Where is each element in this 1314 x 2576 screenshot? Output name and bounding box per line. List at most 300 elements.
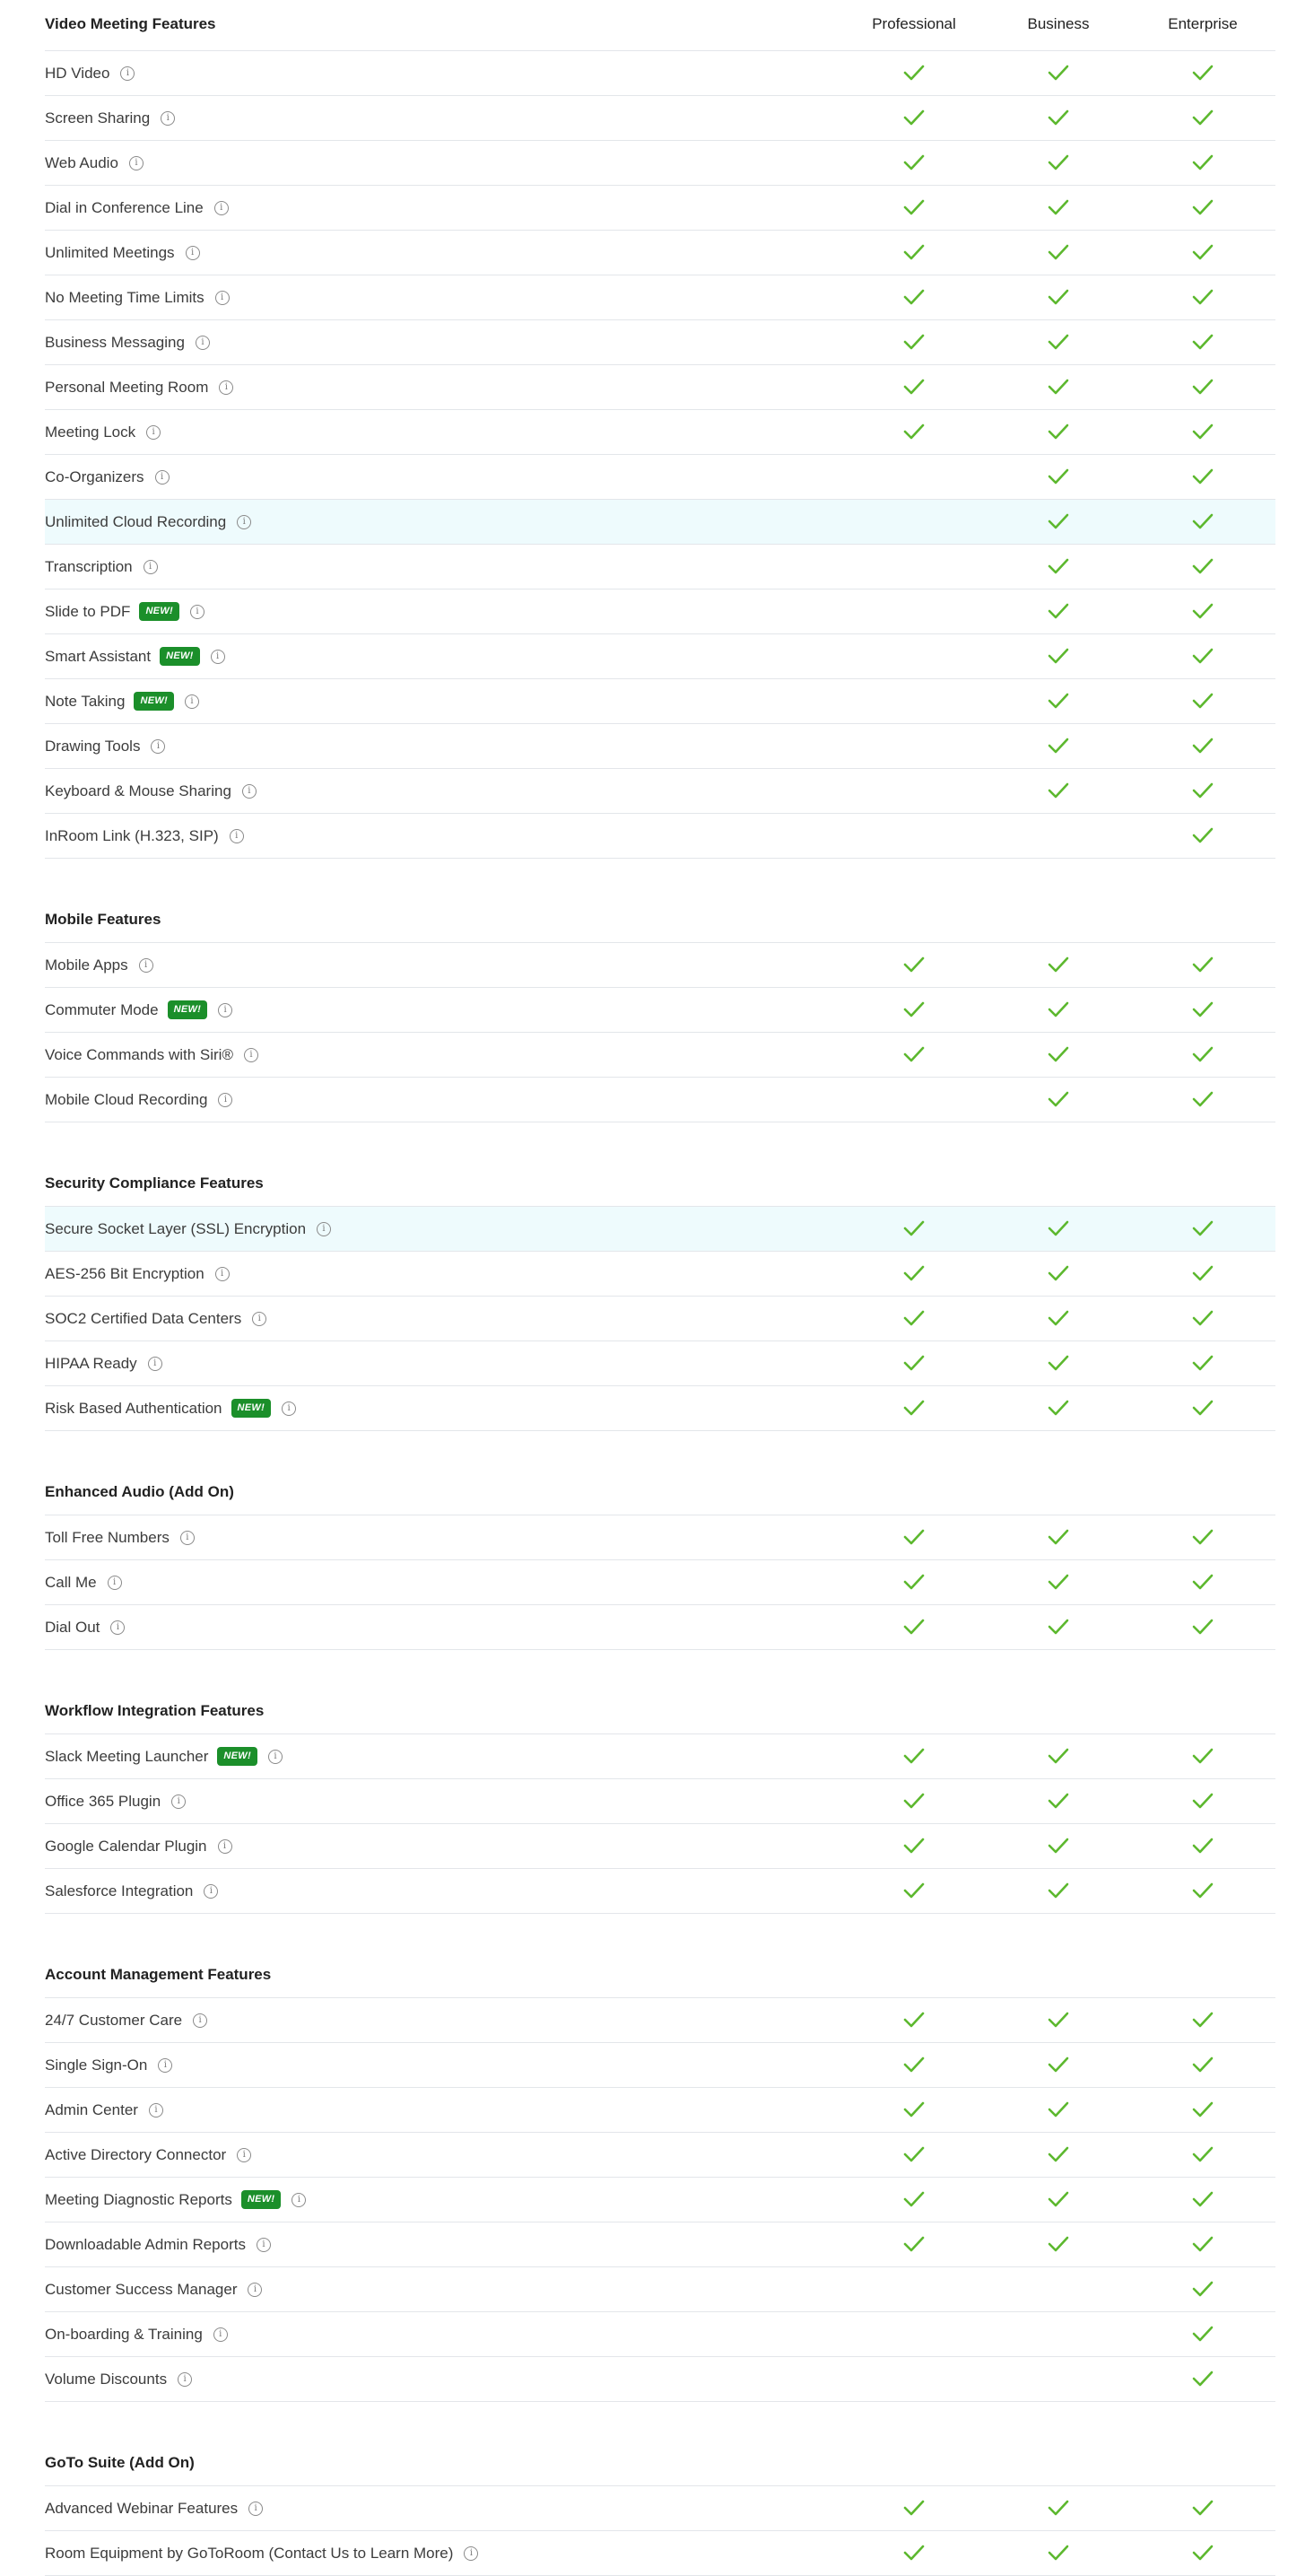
feature-name: Drawing Tools bbox=[45, 737, 141, 755]
checkmark-icon bbox=[902, 197, 926, 217]
checkmark-icon bbox=[902, 955, 926, 974]
info-circle-icon[interactable]: i bbox=[120, 66, 135, 81]
table-row bbox=[45, 1515, 1275, 1560]
feature-name: Customer Success Manager bbox=[45, 2280, 238, 2298]
info-circle-icon[interactable]: i bbox=[218, 1093, 232, 1107]
info-circle-icon[interactable]: i bbox=[257, 2238, 271, 2252]
table-row bbox=[45, 1207, 1275, 1252]
checkmark-icon bbox=[1047, 1308, 1070, 1328]
info-circle-icon[interactable]: i bbox=[139, 958, 153, 973]
checkmark-icon bbox=[1191, 1353, 1214, 1373]
section-title: Workflow Integration Features bbox=[45, 1702, 265, 1719]
checkmark-icon bbox=[1047, 2144, 1070, 2164]
feature-name: Business Messaging bbox=[45, 333, 185, 351]
checkmark-icon bbox=[1047, 467, 1070, 486]
checkmark-icon bbox=[902, 1572, 926, 1592]
feature-name: Meeting Diagnostic Reports bbox=[45, 2190, 232, 2208]
table-row bbox=[45, 2267, 1275, 2312]
feature-name: Office 365 Plugin bbox=[45, 1792, 161, 1810]
feature-label bbox=[45, 814, 244, 858]
table-row bbox=[45, 769, 1275, 814]
table-row bbox=[45, 51, 1275, 96]
checkmark-icon bbox=[902, 2234, 926, 2254]
checkmark-icon bbox=[1191, 646, 1214, 666]
info-circle-icon[interactable]: i bbox=[317, 1222, 331, 1236]
checkmark-icon bbox=[1047, 646, 1070, 666]
feature-label bbox=[45, 96, 175, 140]
info-circle-icon[interactable]: i bbox=[218, 1003, 232, 1017]
feature-name: Web Audio bbox=[45, 153, 118, 171]
checkmark-icon bbox=[1191, 108, 1214, 127]
checkmark-icon bbox=[902, 1263, 926, 1283]
checkmark-icon bbox=[1047, 2234, 1070, 2254]
checkmark-icon bbox=[1191, 1089, 1214, 1109]
feature-label bbox=[45, 1824, 232, 1868]
checkmark-icon bbox=[1191, 1881, 1214, 1900]
checkmark-icon bbox=[1047, 332, 1070, 352]
feature-label bbox=[45, 1033, 258, 1077]
table-row bbox=[45, 2088, 1275, 2133]
info-circle-icon[interactable]: i bbox=[171, 1794, 186, 1809]
feature-label bbox=[45, 410, 161, 454]
feature-name: Voice Commands with Siri® bbox=[45, 1045, 233, 1063]
checkmark-icon bbox=[1191, 197, 1214, 217]
table-row bbox=[45, 1341, 1275, 1386]
checkmark-icon bbox=[1191, 1836, 1214, 1856]
checkmark-icon bbox=[902, 1617, 926, 1637]
info-circle-icon[interactable]: i bbox=[146, 425, 161, 440]
checkmark-icon bbox=[902, 1746, 926, 1766]
checkmark-icon bbox=[1047, 1527, 1070, 1547]
feature-name: Volume Discounts bbox=[45, 2370, 168, 2388]
feature-name: Transcription bbox=[45, 557, 133, 575]
table-row bbox=[45, 186, 1275, 231]
checkmark-icon bbox=[1047, 63, 1070, 83]
checkmark-icon bbox=[1191, 242, 1214, 262]
checkmark-icon bbox=[1191, 467, 1214, 486]
checkmark-icon bbox=[902, 2189, 926, 2209]
checkmark-icon bbox=[1191, 691, 1214, 711]
section-header bbox=[45, 1122, 1275, 1207]
table-row bbox=[45, 231, 1275, 275]
checkmark-icon bbox=[1047, 1353, 1070, 1373]
feature-label bbox=[45, 1515, 195, 1559]
info-circle-icon[interactable]: i bbox=[158, 2058, 172, 2073]
feature-label bbox=[45, 545, 158, 589]
checkmark-icon bbox=[1047, 1572, 1070, 1592]
new-badge: NEW! bbox=[168, 1000, 208, 1019]
table-row bbox=[45, 455, 1275, 500]
checkmark-icon bbox=[902, 1308, 926, 1328]
feature-name: Unlimited Cloud Recording bbox=[45, 512, 227, 530]
info-circle-icon[interactable]: i bbox=[214, 201, 229, 215]
checkmark-icon bbox=[1191, 2010, 1214, 2030]
checkmark-icon bbox=[902, 2543, 926, 2563]
checkmark-icon bbox=[1047, 1617, 1070, 1637]
feature-label bbox=[45, 320, 210, 364]
feature-name: Dial in Conference Line bbox=[45, 198, 204, 216]
checkmark-icon bbox=[902, 1398, 926, 1418]
checkmark-icon bbox=[1047, 1791, 1070, 1811]
checkmark-icon bbox=[1191, 2055, 1214, 2074]
feature-name: Dial Out bbox=[45, 1618, 100, 1636]
info-circle-icon[interactable]: i bbox=[213, 2327, 228, 2342]
checkmark-icon bbox=[1047, 1000, 1070, 1019]
feature-label bbox=[45, 2088, 163, 2132]
info-circle-icon[interactable]: i bbox=[268, 1750, 283, 1764]
info-circle-icon[interactable]: i bbox=[211, 650, 225, 664]
checkmark-icon bbox=[1191, 1791, 1214, 1811]
checkmark-icon bbox=[1191, 63, 1214, 83]
feature-name: Screen Sharing bbox=[45, 109, 151, 127]
feature-label bbox=[45, 186, 229, 230]
feature-label bbox=[45, 679, 199, 723]
checkmark-icon bbox=[1191, 2100, 1214, 2119]
feature-name: Unlimited Meetings bbox=[45, 243, 175, 261]
checkmark-icon bbox=[1191, 422, 1214, 441]
info-circle-icon[interactable]: i bbox=[292, 2193, 306, 2207]
checkmark-icon bbox=[1047, 736, 1070, 755]
checkmark-icon bbox=[902, 1836, 926, 1856]
checkmark-icon bbox=[1191, 511, 1214, 531]
checkmark-icon bbox=[1191, 2144, 1214, 2164]
feature-name: Salesforce Integration bbox=[45, 1882, 194, 1899]
feature-label bbox=[45, 1386, 296, 1430]
checkmark-icon bbox=[1047, 1836, 1070, 1856]
info-circle-icon[interactable]: i bbox=[193, 2013, 207, 2028]
feature-name: Call Me bbox=[45, 1573, 97, 1591]
feature-name: HIPAA Ready bbox=[45, 1354, 137, 1372]
info-circle-icon[interactable]: i bbox=[248, 2502, 263, 2516]
table-row bbox=[45, 724, 1275, 769]
table-row bbox=[45, 814, 1275, 859]
feature-label bbox=[45, 1734, 283, 1778]
feature-name: Toll Free Numbers bbox=[45, 1528, 170, 1546]
feature-name: On-boarding & Training bbox=[45, 2325, 203, 2343]
checkmark-icon bbox=[1191, 736, 1214, 755]
checkmark-icon bbox=[1047, 242, 1070, 262]
table-row bbox=[45, 634, 1275, 679]
checkmark-icon bbox=[1047, 1398, 1070, 1418]
checkmark-icon bbox=[1191, 1263, 1214, 1283]
feature-label bbox=[45, 2133, 251, 2177]
checkmark-icon bbox=[902, 1881, 926, 1900]
checkmark-icon bbox=[1047, 2189, 1070, 2209]
table-row bbox=[45, 320, 1275, 365]
info-circle-icon[interactable]: i bbox=[148, 1357, 162, 1371]
info-circle-icon[interactable]: i bbox=[185, 694, 199, 709]
feature-comparison-table bbox=[45, 0, 1275, 2576]
checkmark-icon bbox=[1191, 1044, 1214, 1064]
feature-name: Google Calendar Plugin bbox=[45, 1837, 207, 1855]
feature-label bbox=[45, 500, 251, 544]
feature-label bbox=[45, 141, 144, 185]
checkmark-icon bbox=[902, 2055, 926, 2074]
checkmark-icon bbox=[1191, 1398, 1214, 1418]
checkmark-icon bbox=[1191, 2234, 1214, 2254]
checkmark-icon bbox=[902, 1353, 926, 1373]
section-title: Video Meeting Features bbox=[45, 15, 216, 32]
feature-label bbox=[45, 231, 200, 275]
checkmark-icon bbox=[1191, 2369, 1214, 2388]
table-row bbox=[45, 1605, 1275, 1650]
checkmark-icon bbox=[1047, 781, 1070, 800]
feature-name: Active Directory Connector bbox=[45, 2145, 227, 2163]
checkmark-icon bbox=[1047, 197, 1070, 217]
checkmark-icon bbox=[1047, 287, 1070, 307]
column-header-business: Business bbox=[1027, 15, 1090, 32]
checkmark-icon bbox=[1047, 1044, 1070, 1064]
section-title: Mobile Features bbox=[45, 911, 161, 928]
checkmark-icon bbox=[1047, 1263, 1070, 1283]
feature-label bbox=[45, 2267, 262, 2311]
checkmark-icon bbox=[902, 108, 926, 127]
table-row bbox=[45, 1779, 1275, 1824]
checkmark-icon bbox=[1191, 1527, 1214, 1547]
feature-name: 24/7 Customer Care bbox=[45, 2011, 183, 2029]
checkmark-icon bbox=[902, 1044, 926, 1064]
info-circle-icon[interactable]: i bbox=[219, 380, 233, 395]
checkmark-icon bbox=[1047, 511, 1070, 531]
checkmark-icon bbox=[902, 287, 926, 307]
table-row bbox=[45, 1078, 1275, 1122]
table-row bbox=[45, 2043, 1275, 2088]
info-circle-icon[interactable]: i bbox=[196, 336, 210, 350]
table-row bbox=[45, 1033, 1275, 1078]
feature-name: Personal Meeting Room bbox=[45, 378, 209, 396]
checkmark-icon bbox=[1047, 1881, 1070, 1900]
feature-label bbox=[45, 1341, 162, 1385]
feature-label bbox=[45, 1560, 122, 1604]
checkmark-icon bbox=[1191, 1218, 1214, 1238]
feature-label bbox=[45, 2531, 478, 2575]
section-header bbox=[45, 859, 1275, 943]
feature-label bbox=[45, 2312, 228, 2356]
info-circle-icon[interactable]: i bbox=[161, 111, 175, 126]
checkmark-icon bbox=[902, 153, 926, 172]
feature-label bbox=[45, 455, 170, 499]
checkmark-icon bbox=[902, 242, 926, 262]
table-row bbox=[45, 1560, 1275, 1605]
checkmark-icon bbox=[1191, 1617, 1214, 1637]
feature-label bbox=[45, 943, 153, 987]
checkmark-icon bbox=[1047, 2100, 1070, 2119]
info-circle-icon[interactable]: i bbox=[244, 1048, 258, 1062]
checkmark-icon bbox=[1047, 2543, 1070, 2563]
table-row bbox=[45, 365, 1275, 410]
checkmark-icon bbox=[1047, 2498, 1070, 2518]
table-row bbox=[45, 275, 1275, 320]
info-circle-icon[interactable]: i bbox=[178, 2372, 192, 2387]
checkmark-icon bbox=[1047, 1218, 1070, 1238]
info-circle-icon[interactable]: i bbox=[149, 2103, 163, 2118]
info-circle-icon[interactable]: i bbox=[252, 1312, 266, 1326]
feature-label bbox=[45, 1207, 331, 1251]
info-circle-icon[interactable]: i bbox=[237, 515, 251, 529]
new-badge: NEW! bbox=[231, 1399, 272, 1418]
column-header-enterprise: Enterprise bbox=[1168, 15, 1238, 32]
section-title: Security Compliance Features bbox=[45, 1174, 264, 1192]
table-row bbox=[45, 141, 1275, 186]
feature-label bbox=[45, 1297, 266, 1340]
feature-name: Slide to PDF bbox=[45, 602, 131, 620]
table-row bbox=[45, 2133, 1275, 2178]
checkmark-icon bbox=[902, 1527, 926, 1547]
feature-label bbox=[45, 1998, 207, 2042]
feature-name: Admin Center bbox=[45, 2100, 138, 2118]
feature-name: Co-Organizers bbox=[45, 467, 144, 485]
section-header bbox=[45, 1650, 1275, 1734]
new-badge: NEW! bbox=[160, 647, 200, 666]
checkmark-icon bbox=[1047, 377, 1070, 397]
feature-label bbox=[45, 2178, 306, 2222]
feature-label bbox=[45, 2043, 172, 2087]
checkmark-icon bbox=[1047, 1746, 1070, 1766]
feature-name: Secure Socket Layer (SSL) Encryption bbox=[45, 1219, 307, 1237]
feature-label bbox=[45, 724, 165, 768]
feature-name: InRoom Link (H.323, SIP) bbox=[45, 826, 219, 844]
checkmark-icon bbox=[1047, 2055, 1070, 2074]
table-row bbox=[45, 2531, 1275, 2576]
info-circle-icon[interactable]: i bbox=[204, 1884, 218, 1899]
feature-name: Slack Meeting Launcher bbox=[45, 1747, 209, 1765]
checkmark-icon bbox=[1191, 1572, 1214, 1592]
info-circle-icon[interactable]: i bbox=[237, 2148, 251, 2162]
new-badge: NEW! bbox=[241, 2190, 282, 2209]
checkmark-icon bbox=[1047, 556, 1070, 576]
info-circle-icon[interactable]: i bbox=[180, 1531, 195, 1545]
checkmark-icon bbox=[1191, 825, 1214, 845]
checkmark-icon bbox=[902, 1218, 926, 1238]
checkmark-icon bbox=[1047, 601, 1070, 621]
section-header bbox=[45, 0, 1275, 51]
checkmark-icon bbox=[902, 1000, 926, 1019]
section-header bbox=[45, 1431, 1275, 1515]
table-row bbox=[45, 1297, 1275, 1341]
info-circle-icon[interactable]: i bbox=[190, 605, 204, 619]
feature-name: Single Sign-On bbox=[45, 2056, 148, 2074]
info-circle-icon[interactable]: i bbox=[242, 784, 257, 799]
checkmark-icon bbox=[1191, 955, 1214, 974]
table-row bbox=[45, 2486, 1275, 2531]
checkmark-icon bbox=[902, 2010, 926, 2030]
feature-name: Room Equipment by GoToRoom (Contact Us to Learn More) bbox=[45, 2544, 454, 2562]
table-row bbox=[45, 500, 1275, 545]
feature-name: Note Taking bbox=[45, 692, 126, 710]
checkmark-icon bbox=[902, 2498, 926, 2518]
feature-label bbox=[45, 365, 233, 409]
info-circle-icon[interactable]: i bbox=[215, 1267, 230, 1281]
section-title: Enhanced Audio (Add On) bbox=[45, 1483, 234, 1500]
feature-label bbox=[45, 634, 225, 678]
checkmark-icon bbox=[902, 332, 926, 352]
info-circle-icon[interactable]: i bbox=[215, 291, 230, 305]
info-circle-icon[interactable]: i bbox=[464, 2546, 478, 2561]
info-circle-icon[interactable]: i bbox=[110, 1620, 125, 1635]
checkmark-icon bbox=[1191, 287, 1214, 307]
checkmark-icon bbox=[1191, 2189, 1214, 2209]
feature-name: Mobile Cloud Recording bbox=[45, 1090, 208, 1108]
feature-name: AES-256 Bit Encryption bbox=[45, 1264, 204, 1282]
feature-label bbox=[45, 51, 135, 95]
info-circle-icon[interactable]: i bbox=[248, 2283, 262, 2297]
checkmark-icon bbox=[902, 2144, 926, 2164]
feature-label bbox=[45, 2222, 271, 2266]
checkmark-icon bbox=[1191, 556, 1214, 576]
info-circle-icon[interactable]: i bbox=[282, 1402, 296, 1416]
feature-name: Smart Assistant bbox=[45, 647, 152, 665]
feature-name: SOC2 Certified Data Centers bbox=[45, 1309, 242, 1327]
checkmark-icon bbox=[1047, 955, 1070, 974]
checkmark-icon bbox=[1047, 422, 1070, 441]
feature-label bbox=[45, 769, 257, 813]
checkmark-icon bbox=[1191, 1746, 1214, 1766]
feature-name: Meeting Lock bbox=[45, 423, 136, 441]
table-row bbox=[45, 2312, 1275, 2357]
feature-name: Downloadable Admin Reports bbox=[45, 2235, 246, 2253]
info-circle-icon[interactable]: i bbox=[151, 739, 165, 754]
info-circle-icon[interactable]: i bbox=[129, 156, 144, 170]
feature-label bbox=[45, 2357, 192, 2401]
checkmark-icon bbox=[902, 422, 926, 441]
info-circle-icon[interactable]: i bbox=[218, 1839, 232, 1854]
feature-label bbox=[45, 1605, 125, 1649]
feature-label bbox=[45, 1078, 232, 1122]
feature-name: Commuter Mode bbox=[45, 1000, 159, 1018]
table-row bbox=[45, 2357, 1275, 2402]
feature-label bbox=[45, 988, 232, 1032]
table-row bbox=[45, 1252, 1275, 1297]
checkmark-icon bbox=[902, 2100, 926, 2119]
checkmark-icon bbox=[1047, 108, 1070, 127]
table-row bbox=[45, 545, 1275, 589]
checkmark-icon bbox=[1191, 2543, 1214, 2563]
checkmark-icon bbox=[1191, 1000, 1214, 1019]
feature-name: Advanced Webinar Features bbox=[45, 2499, 239, 2517]
info-circle-icon[interactable]: i bbox=[108, 1576, 122, 1590]
column-header-professional: Professional bbox=[872, 15, 956, 32]
info-circle-icon[interactable]: i bbox=[144, 560, 158, 574]
info-circle-icon[interactable]: i bbox=[230, 829, 244, 843]
info-circle-icon[interactable]: i bbox=[155, 470, 170, 485]
checkmark-icon bbox=[1047, 1089, 1070, 1109]
checkmark-icon bbox=[1191, 332, 1214, 352]
section-title: GoTo Suite (Add On) bbox=[45, 2454, 195, 2471]
feature-name: Risk Based Authentication bbox=[45, 1399, 222, 1417]
new-badge: NEW! bbox=[217, 1747, 257, 1766]
section-title: Account Management Features bbox=[45, 1966, 272, 1983]
section-header bbox=[45, 2402, 1275, 2486]
checkmark-icon bbox=[1191, 1308, 1214, 1328]
checkmark-icon bbox=[1191, 2498, 1214, 2518]
feature-label bbox=[45, 2486, 263, 2530]
checkmark-icon bbox=[1191, 781, 1214, 800]
new-badge: NEW! bbox=[139, 602, 179, 621]
table-row bbox=[45, 943, 1275, 988]
table-row bbox=[45, 2178, 1275, 2222]
table-row bbox=[45, 96, 1275, 141]
feature-name: No Meeting Time Limits bbox=[45, 288, 204, 306]
checkmark-icon bbox=[902, 1791, 926, 1811]
table-row bbox=[45, 1998, 1275, 2043]
table-row bbox=[45, 1386, 1275, 1431]
checkmark-icon bbox=[1047, 2010, 1070, 2030]
checkmark-icon bbox=[1191, 153, 1214, 172]
table-row bbox=[45, 679, 1275, 724]
info-circle-icon[interactable]: i bbox=[186, 246, 200, 260]
checkmark-icon bbox=[1047, 153, 1070, 172]
table-row bbox=[45, 988, 1275, 1033]
